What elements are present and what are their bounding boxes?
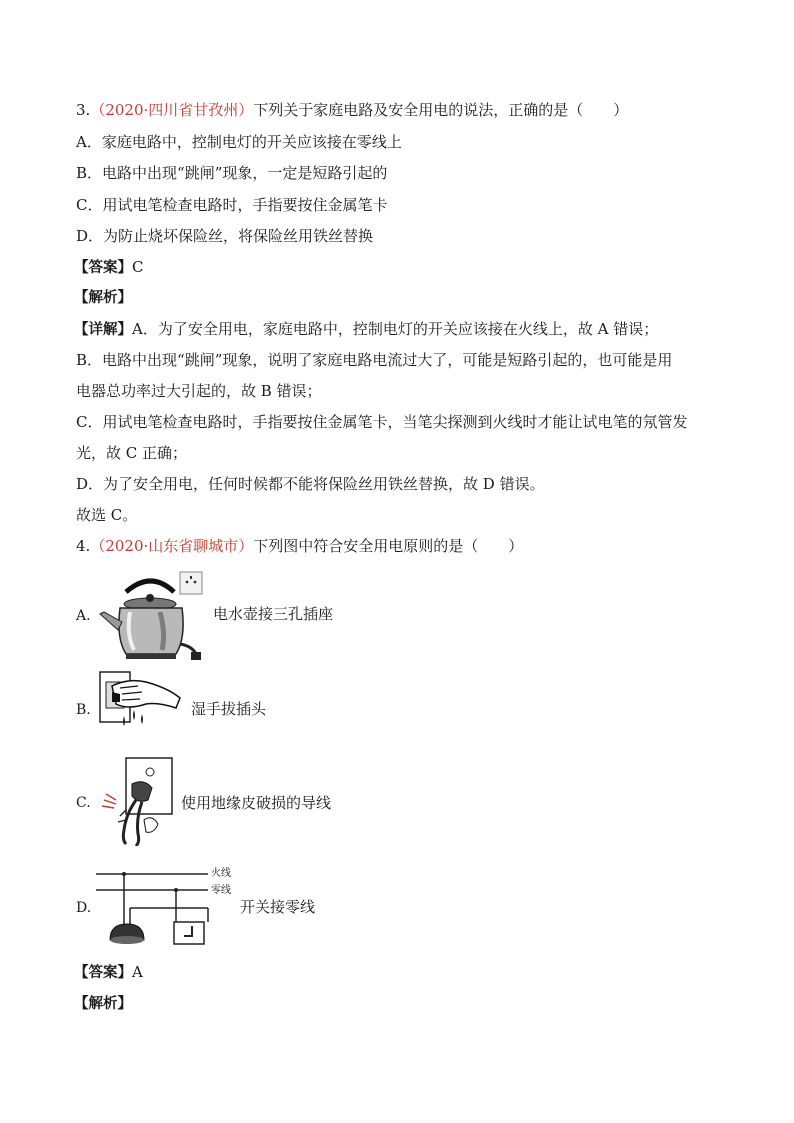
q3-answer-label: 【答案】 — [74, 260, 132, 276]
q3-source: （2020·四川省甘孜州） — [90, 101, 254, 119]
q3-option-c: C．用试电笔检查电路时，手指要按住金属笔卡 — [76, 196, 388, 214]
live-wire-label: 火线 — [211, 868, 231, 879]
q3-detail-line-2: B．电路中出现“跳闸”现象，说明了家庭电路电流过大了，可能是短路引起的，也可能是用 — [76, 351, 673, 369]
q3-detail-line-4: C．用试电笔检查电路时，手指要按住金属笔卡，当笔尖探测到火线时才能让试电笔的氖管发 — [76, 413, 688, 431]
q3-detail-text-1: A．为了安全用电，家庭电路中，控制电灯的开关应该接在火线上，故 A 错误； — [132, 320, 659, 338]
damaged-wire-image — [96, 754, 178, 846]
q4-option-b-caption: 湿手拔插头 — [191, 700, 267, 718]
q4-stem: 下列图中符合安全用电原则的是（ ） — [253, 537, 524, 555]
circuit-diagram-image — [96, 860, 240, 950]
q3-option-a: A．家庭电路中，控制电灯的开关应该接在零线上 — [76, 133, 402, 151]
q4-header — [76, 536, 523, 556]
neutral-wire-label: 零线 — [211, 885, 231, 896]
q3-detail-line-6: D．为了安全用电，任何时候都不能将保险丝用铁丝替换，故 D 错误。 — [76, 475, 545, 493]
q4-answer — [74, 962, 143, 983]
q4-option-b-letter: B. — [76, 702, 91, 718]
q3-conclusion: 故选 C。 — [76, 506, 138, 524]
q4-option-a-letter: A. — [76, 608, 91, 624]
wet-hand-plug-image — [98, 668, 188, 736]
q4-option-c-letter: C. — [76, 795, 91, 811]
q3-option-b: B．电路中出现“跳闸”现象，一定是短路引起的 — [76, 164, 388, 182]
q4-option-c-caption: 使用地缘皮破损的导线 — [181, 794, 332, 812]
q4-answer-value: A — [132, 963, 143, 981]
q4-option-d-caption: 开关接零线 — [240, 898, 316, 916]
q3-detail-line-3: 电器总功率过大引起的，故 B 错误； — [76, 382, 322, 400]
q4-number: 4. — [76, 537, 91, 555]
q3-number: 3. — [76, 101, 91, 119]
q3-header — [76, 100, 628, 120]
q3-analysis-label: 【解析】 — [74, 290, 132, 306]
kettle-image — [96, 568, 208, 664]
q4-analysis-label: 【解析】 — [74, 996, 132, 1012]
q3-stem: 下列关于家庭电路及安全用电的说法，正确的是（ ） — [253, 101, 629, 119]
q4-answer-label: 【答案】 — [74, 965, 132, 981]
q3-detail-line-5: 光，故 C 正确； — [76, 444, 188, 462]
q3-answer-value: C — [132, 258, 144, 276]
q3-detail-label: 【详解】 — [74, 322, 132, 338]
q4-source: （2020·山东省聊城市） — [90, 537, 254, 555]
q3-option-d: D．为防止烧坏保险丝，将保险丝用铁丝替换 — [76, 227, 374, 245]
q3-detail-line-1 — [74, 319, 658, 340]
q4-option-a-caption: 电水壶接三孔插座 — [213, 605, 334, 623]
q4-option-d-letter: D. — [76, 900, 92, 916]
q3-answer — [74, 257, 143, 278]
